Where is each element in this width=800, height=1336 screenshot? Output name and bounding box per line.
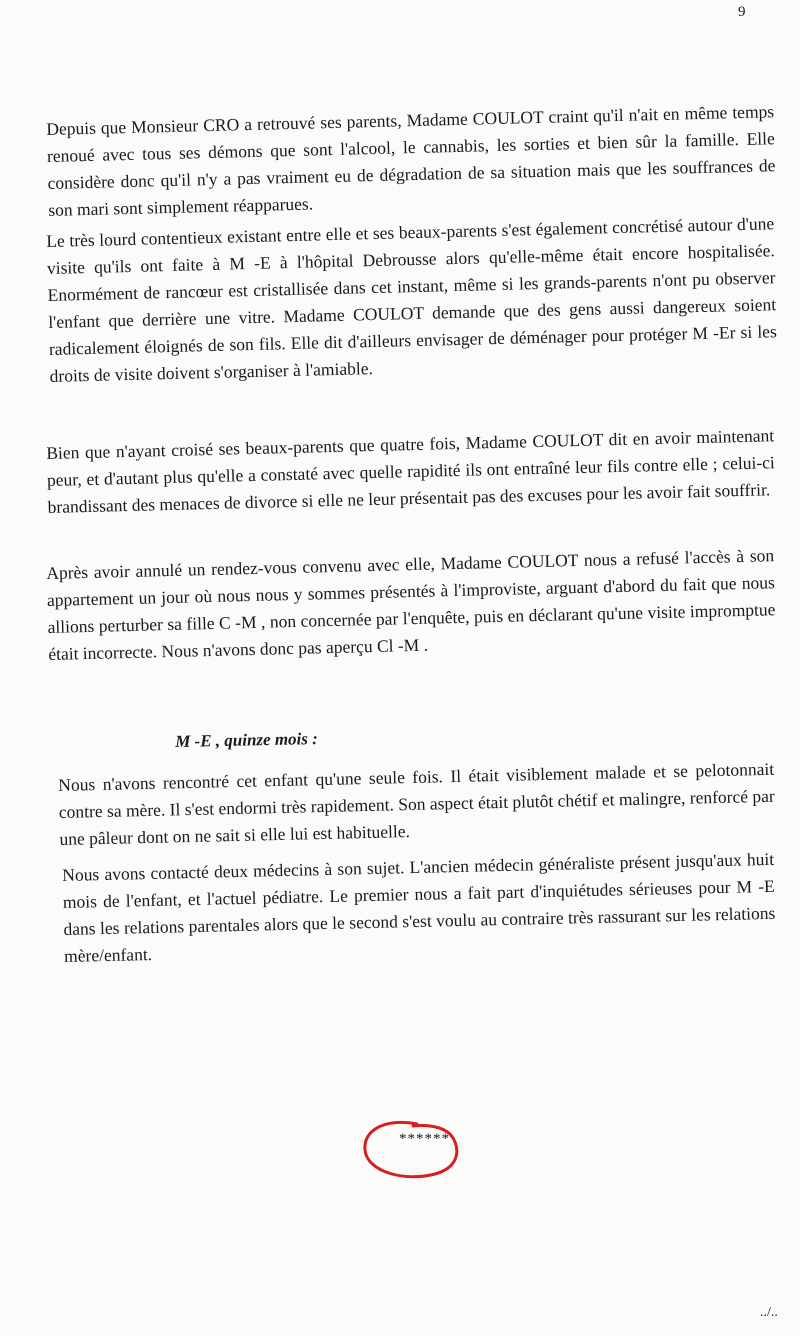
paragraph-text: Nous n'avons rencontré cet enfant qu'une seule fois. Il était visiblement malade et se pelotonnait contre sa mère. Il s'est endormi très rapidement. Son aspect était plutôt chétif et malingre, renforcé par une pâleur dont on ne sait si elle lui est habituelle. [58,758,775,849]
paragraph-text: Depuis que Monsieur CRO a retrouvé ses parents, Madame COULOT craint qu'il n'ait en même temps renoué avec tous ses démons que sont l'alcool, le cannabis, les sorties et bien sûr la famille. Elle considère donc qu'il n'y a pas vraiment eu de dégradation de sa situation mais que les souffrances de son mari sont simplement réapparues. [46,101,776,220]
paragraph-4 [46,542,776,668]
paragraph-1 [46,98,776,224]
paragraph-5 [58,756,776,853]
red-circle-annotation-icon [355,1116,465,1186]
paragraph-text: Nous avons contacté deux médecins à son sujet. L'ancien médecin généraliste présent jusqu'aux huit mois de l'enfant, et l'actuel pédiatre. Le premier nous a fait part d'inquiétudes sérieuses pour M -E dans les relations parentales alors que le second s'est voulu au contraire très rassurant sur les relations mère/enfant. [62,848,776,966]
paragraph-text: Le très lourd contentieux existant entre elle et ses beaux-parents s'est également concrétisé autour d'une visite qu'ils ont faite à M -E à l'hôpital Debrousse alors qu'elle-même était encore hospitalisée. Enormément de rancœur est cristallisée dans cet instant, même si les grands-parents n'ont pu observer l'enfant que derrière une vitre. Madame COULOT demande que des gens aussi dangereux soient radicalement éloignés de son fils. Elle dit d'ailleurs envisager de déménager pour protéger M -Er si les droits de visite doivent s'organiser à l'amiable. [46,213,777,386]
paragraph-3 [46,422,776,521]
page-number: 9 [738,4,746,20]
paragraph-text: Bien que n'ayant croisé ses beaux-parents que quatre fois, Madame COULOT dit en avoir maintenant peur, et d'autant plus qu'elle a constaté avec quelle rapidité ils ont entraîné leur fils contre elle ; celui-ci brandissant des menaces de divorce si elle ne leur présentait pas des excuses pour les avoir fait souffrir. [46,425,776,517]
paragraph-text: Après avoir annulé un rendez-vous convenu avec elle, Madame COULOT nous a refusé l'accès à son appartement un jour où nous nous y sommes présentés à l'improviste, arguant d'abord du fait que nous allions perturber sa fille C -M , non concernée par l'enquête, puis en déclarant qu'une visite impromptue était incorrecte. Nous n'avons donc pas aperçu Cl -M . [46,545,776,664]
paragraph-6 [62,846,776,970]
end-of-section-marker: ****** [399,1131,450,1147]
paragraph-2 [46,210,778,390]
continuation-mark: ../.. [760,1305,778,1320]
section-heading: M -E , quinze mois : [175,729,319,751]
